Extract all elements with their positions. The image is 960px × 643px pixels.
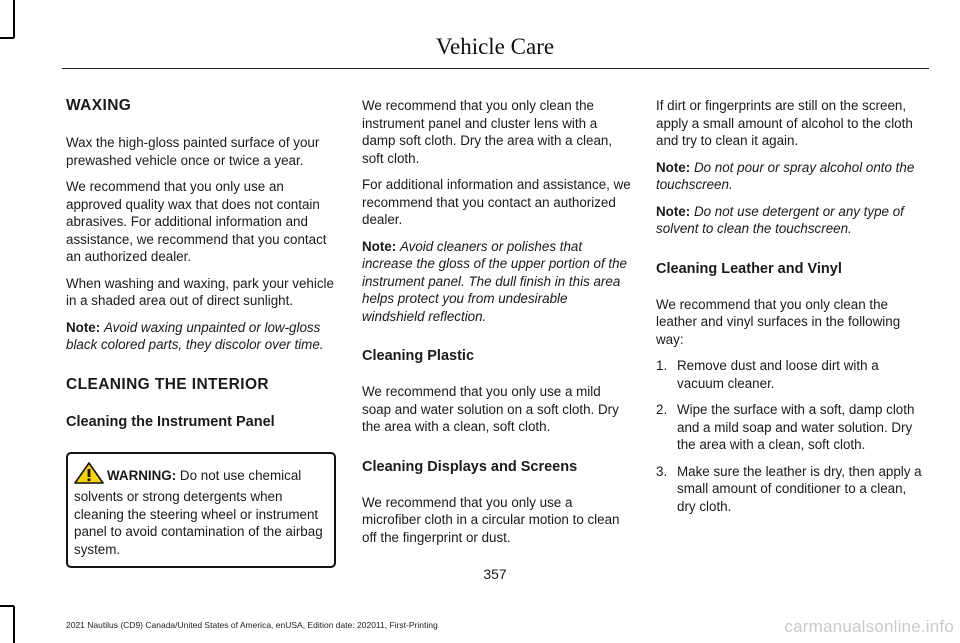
warning-box — [66, 452, 336, 569]
page-header-title: Vehicle Care — [435, 34, 555, 59]
subheading-cleaning-plastic: Cleaning Plastic — [362, 348, 475, 364]
header-divider — [62, 68, 929, 69]
paragraph: We recommend that you only use a mild soap and water solution on a soft cloth. Dry the area with a clean, soft cloth. — [362, 384, 619, 434]
note-text: Avoid cleaners or polishes that increase the gloss of the upper portion of the instrument panel. The dull finish in this area helps protect you from undesirable windshield reflection. — [362, 238, 628, 324]
column-left — [66, 97, 336, 568]
list-item — [656, 357, 926, 392]
step-number: 1. — [656, 358, 668, 373]
subheading-cleaning-leather: Cleaning Leather and Vinyl — [656, 260, 842, 277]
paragraph: When washing and waxing, park your vehicle in a shaded area out of direct sunlight. — [66, 275, 334, 308]
watermark: carmanualsonline.info — [784, 617, 954, 636]
crop-mark-bottom-left-h — [0, 605, 14, 607]
note-label: Note: — [656, 203, 691, 219]
note-label: Note: — [656, 159, 691, 175]
subheading-instrument-panel: Cleaning the Instrument Panel — [66, 413, 275, 430]
footer-edition-info: 2021 Nautilus (CD9) Canada/United States of America, enUSA, Edition date: 202011, First-Printing — [66, 620, 438, 630]
section-heading-waxing: WAXING — [66, 97, 132, 114]
column-middle — [362, 97, 632, 555]
paragraph: For additional information and assistance, we recommend that you contact an authorized dealer. — [362, 177, 631, 227]
list-item — [656, 463, 926, 516]
crop-mark-top-left-v — [13, 0, 15, 38]
note — [656, 203, 926, 238]
list-item — [656, 401, 926, 454]
paragraph: If dirt or fingerprints are still on the screen, apply a small amount of alcohol to the cloth and try to clean it again. — [656, 98, 913, 148]
page-number: 357 — [483, 566, 507, 582]
step-number: 2. — [656, 402, 668, 417]
paragraph: Wax the high-gloss painted surface of your prewashed vehicle once or twice a year. — [66, 135, 320, 168]
paragraph: We recommend that you only use a microfiber cloth in a circular motion to clean off the fingerprint or dust. — [362, 494, 620, 545]
warning-label: WARNING: — [107, 467, 177, 483]
crop-mark-bottom-left-v — [13, 606, 15, 643]
section-heading-cleaning-interior: CLEANING THE INTERIOR — [66, 375, 270, 393]
step-number: 3. — [656, 463, 668, 479]
step-text: Make sure the leather is dry, then apply a small amount of conditioner to a clean, dry cloth. — [677, 463, 922, 514]
warning-text: Do not use chemical solvents or strong detergents when cleaning the steering wheel or instrument panel to avoid contamination of the airbag system. — [74, 467, 323, 557]
paragraph: We recommend that you only clean the leather and vinyl surfaces in the following way: — [656, 296, 901, 347]
note — [66, 319, 336, 354]
leather-steps-list — [656, 357, 926, 515]
paragraph: We recommend that you only use an approved quality wax that does not contain abrasives. For additional information and assistance, we recommend that you contact an authorized dealer. — [66, 179, 327, 264]
subheading-cleaning-displays: Cleaning Displays and Screens — [362, 458, 578, 475]
warning-triangle-icon — [74, 462, 104, 489]
note-label: Note: — [66, 319, 101, 335]
step-text: Remove dust and loose dirt with a vacuum cleaner. — [677, 358, 879, 391]
note-text: Do not use detergent or any type of solvent to clean the touchscreen. — [656, 203, 904, 236]
note — [362, 238, 632, 326]
column-right — [656, 97, 926, 524]
note-text: Do not pour or spray alcohol onto the touchscreen. — [656, 159, 915, 192]
paragraph: We recommend that you only clean the instrument panel and cluster lens with a damp soft cloth. Dry the area with a clean, soft cloth. — [362, 98, 613, 166]
note — [656, 159, 926, 194]
step-text: Wipe the surface with a soft, damp cloth and a mild soap and water solution. Dry the area with a clean, soft cloth. — [677, 402, 915, 452]
note-text: Avoid waxing unpainted or low-gloss black colored parts, they discolor over time. — [66, 319, 324, 352]
note-label: Note: — [362, 238, 397, 254]
